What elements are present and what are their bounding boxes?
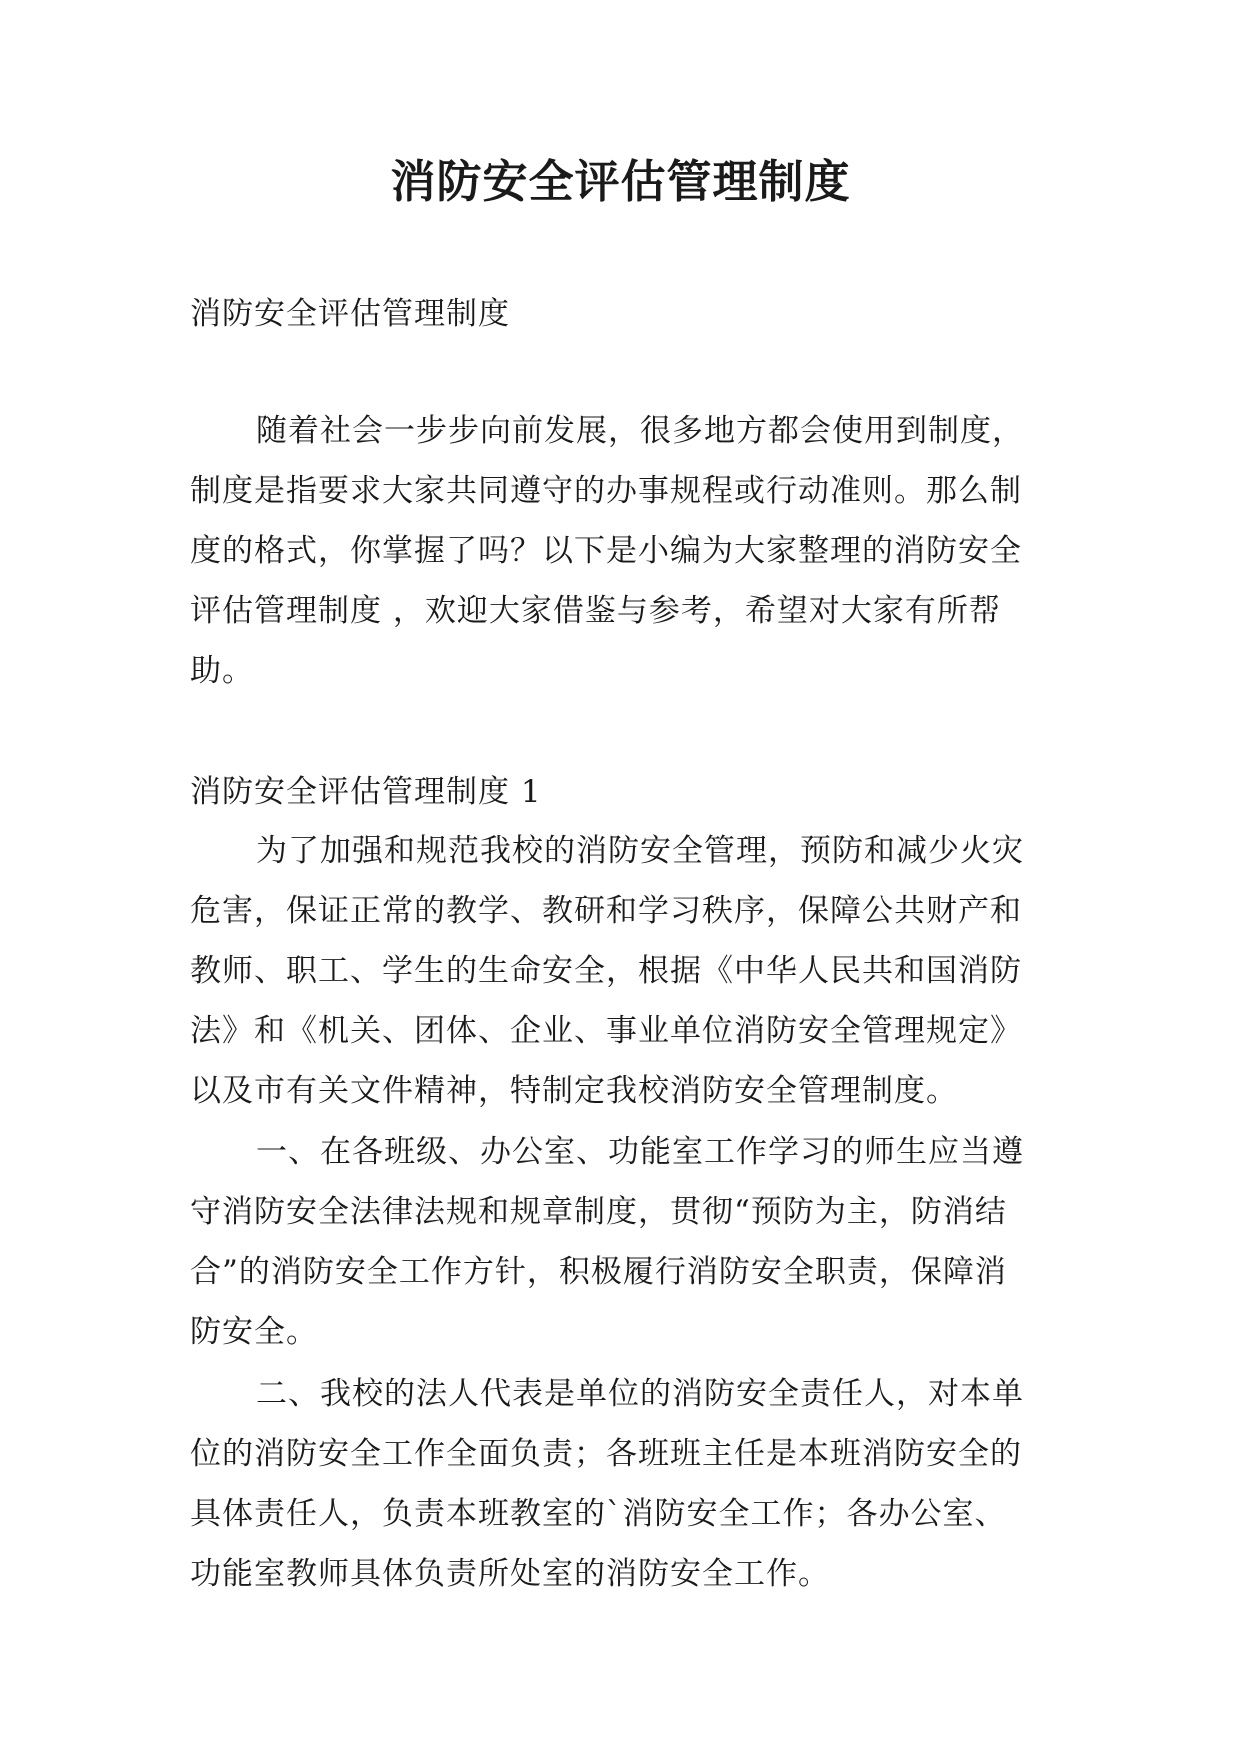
body-paragraph [190,821,1070,1121]
paragraph-line: 一、在各班级、办公室、功能室工作学习的师生应当遵 [256,1134,1024,1170]
section-heading-text: 消防安全评估管理制度 1 [190,774,542,810]
paragraph-line: 助。 [190,653,254,689]
paragraph-line: 防安全。 [190,1314,318,1350]
paragraph-line: 度的格式，你掌握了吗？以下是小编为大家整理的消防安全 [190,533,1022,569]
document-title: 消防安全评估管理制度 [390,155,851,208]
intro-paragraph [190,401,1070,701]
paragraph-line: 教师、职工、学生的生命安全，根据《中华人民共和国消防 [190,953,1022,989]
paragraph-line: 危害，保证正常的教学、教研和学习秩序，保障公共财产和 [190,893,1022,929]
paragraph-line: 随着社会一步步向前发展，很多地方都会使用到制度， [256,413,1024,449]
paragraph-line: 具体责任人，负责本班教室的`消防安全工作；各办公室、 [190,1496,1007,1532]
paragraph-line: 以及市有关文件精神，特制定我校消防安全管理制度。 [190,1073,958,1109]
paragraph-line: 功能室教师具体负责所处室的消防安全工作。 [190,1556,830,1592]
body-paragraph [190,1364,1070,1604]
paragraph-line: 合”的消防安全工作方针，积极履行消防安全职责，保障消 [190,1254,1007,1290]
paragraph-line: 守消防安全法律法规和规章制度，贯彻“预防为主，防消结 [190,1194,1007,1230]
section-heading [190,762,1070,822]
paragraph-line: 为了加强和规范我校的消防安全管理，预防和减少火灾 [256,833,1024,869]
document-subtitle [190,284,1070,344]
paragraph-line: 评估管理制度 ，欢迎大家借鉴与参考，希望对大家有所帮 [190,593,1001,629]
paragraph-line: 二、我校的法人代表是单位的消防安全责任人，对本单 [256,1376,1024,1412]
paragraph-line: 法》和《机关、团体、企业、事业单位消防安全管理规定》 [190,1013,1022,1049]
paragraph-line: 位的消防安全工作全面负责；各班班主任是本班消防安全的 [190,1436,1022,1472]
subtitle-text: 消防安全评估管理制度 [190,296,510,332]
paragraph-line: 制度是指要求大家共同遵守的办事规程或行动准则。那么制 [190,473,1022,509]
body-paragraph [190,1122,1070,1362]
